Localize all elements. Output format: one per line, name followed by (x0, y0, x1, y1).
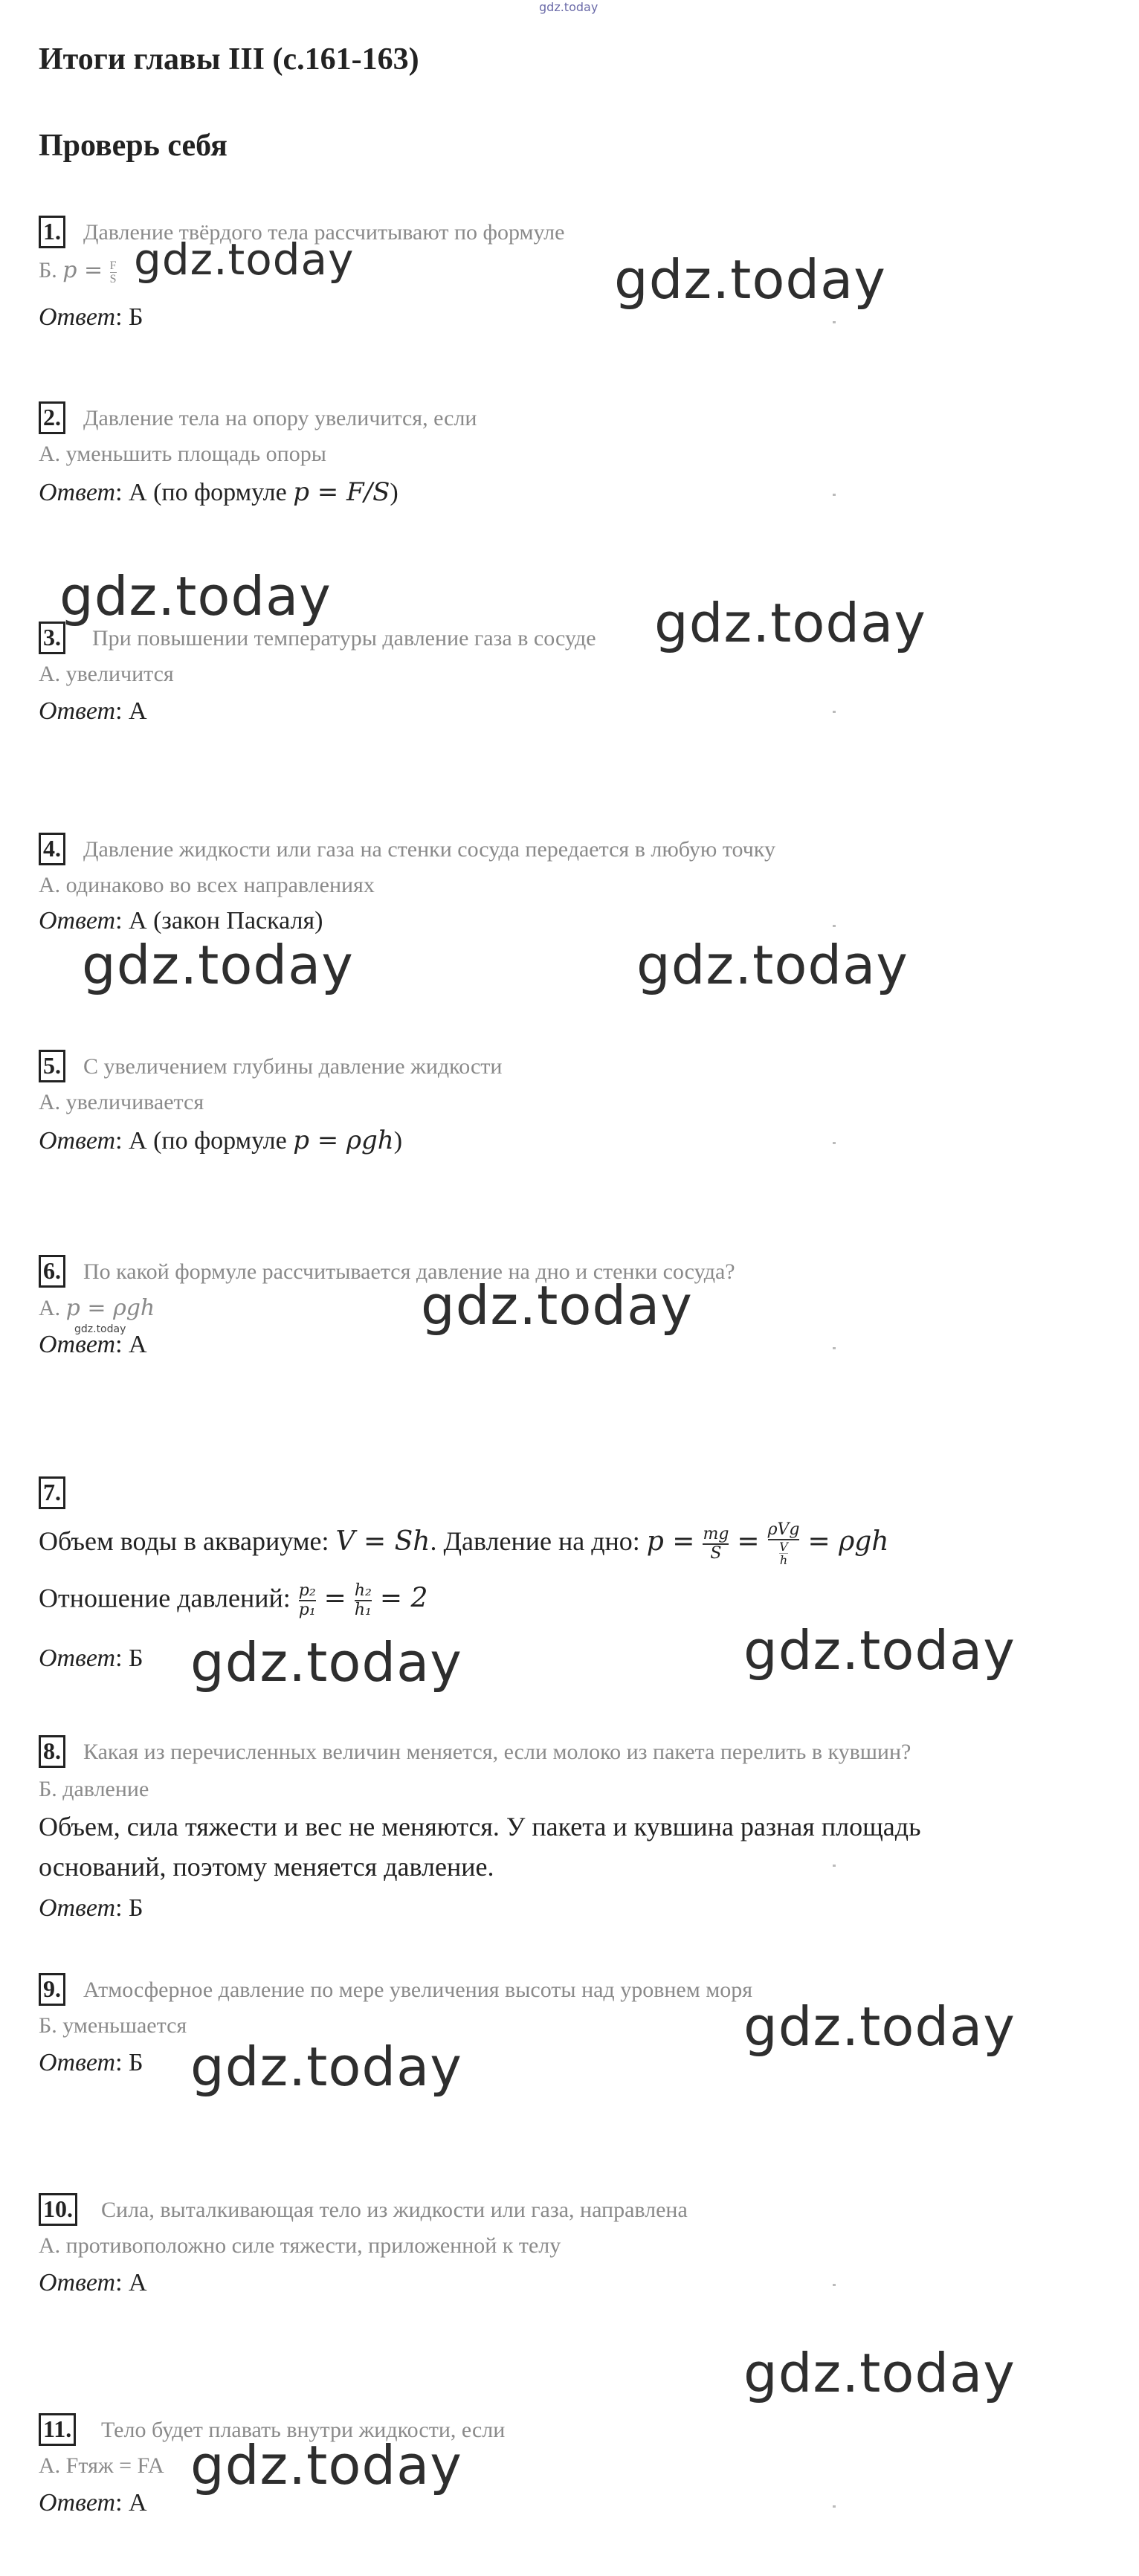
page-title: Итоги главы III (с.161-163) (39, 42, 419, 77)
answer-3: Ответ: А (39, 697, 147, 725)
question-6: По какой формуле рассчитывается давление на дно и стенки сосуда? (83, 1259, 735, 1284)
answer-6: Ответ: А (39, 1331, 147, 1358)
watermark: gdz.today (134, 234, 355, 285)
item-number-9: 9. (39, 1973, 65, 2006)
stray-dot (833, 321, 836, 323)
answer-10: Ответ: А (39, 2269, 147, 2296)
question-3: При повышении температуры давление газа в сосуде (92, 626, 596, 651)
question-4: Давление жидкости или газа на стенки сосуда передается в любую точку (83, 837, 775, 862)
item-number-1: 1. (39, 216, 65, 248)
answer-11: Ответ: А (39, 2489, 147, 2517)
stray-dot (833, 1347, 836, 1349)
watermark: gdz.today (190, 2036, 462, 2098)
option-3: А. увеличится (39, 662, 174, 686)
answer-8: Ответ: Б (39, 1894, 143, 1922)
option-6: А. p = ρgh (39, 1295, 155, 1321)
answer-5: Ответ: А (по формуле p = ρgh) (39, 1126, 403, 1155)
option-1: Б. p = $\frac{F}{S}$ (39, 257, 117, 285)
stray-dot (833, 2284, 836, 2286)
question-1: Давление твёрдого тела рассчитывают по формуле (83, 220, 565, 245)
question-2: Давление тела на опору увеличится, если (83, 406, 477, 430)
watermark: gdz.today (636, 934, 909, 996)
stray-dot (833, 2505, 836, 2508)
question-8: Какая из перечисленных величин меняется, если молоко из пакета перелить в кувшин? (83, 1740, 911, 1764)
item-number-5: 5. (39, 1050, 65, 1082)
watermark: gdz.today (59, 565, 332, 627)
watermark: gdz.today (743, 1995, 1016, 2058)
tiny-watermark: gdz.today (74, 1323, 126, 1335)
item-number-3: 3. (39, 622, 65, 654)
answer-1: Ответ: Б (39, 303, 143, 331)
question-9: Атмосферное давление по мере увеличения высоты над уровнем моря (83, 1978, 752, 2002)
explanation-8-line1: Объем, сила тяжести и вес не меняются. У пакета и кувшина разная площадь (39, 1812, 921, 1841)
stray-dot (833, 1865, 836, 1867)
watermark: gdz.today (743, 1619, 1016, 1682)
item7-line1: Объем воды в аквариуме: V = Sh. Давление на дно: p = $\frac{mg}{S}$ = $\frac{\text{ρVg}}{\frac{V}{h}}$ = ρgh (39, 1520, 889, 1567)
option-10: А. противоположно силе тяжести, приложенной к телу (39, 2233, 561, 2258)
item-number-7: 7. (39, 1476, 65, 1509)
item-number-6: 6. (39, 1255, 65, 1288)
watermark: gdz.today (190, 2434, 462, 2496)
watermark: gdz.today (421, 1274, 693, 1337)
option-4: А. одинаково во всех направлениях (39, 873, 375, 897)
answer-7: Ответ: Б (39, 1644, 143, 1672)
option-2: А. уменьшить площадь опоры (39, 442, 326, 466)
item-number-4: 4. (39, 833, 65, 865)
section-subtitle: Проверь себя (39, 129, 228, 163)
stray-dot (833, 711, 836, 713)
option-5: А. увеличивается (39, 1090, 204, 1114)
option-9: Б. уменьшается (39, 2013, 187, 2038)
stray-dot (833, 925, 836, 927)
stray-dot (833, 1142, 836, 1144)
watermark: gdz.today (743, 2342, 1016, 2404)
watermark: gdz.today (654, 592, 926, 654)
item-number-10: 10. (39, 2193, 77, 2226)
watermark: gdz.today (614, 248, 886, 311)
question-5: С увеличением глубины давление жидкости (83, 1054, 503, 1079)
option-8: Б. давление (39, 1777, 149, 1801)
question-11: Тело будет плавать внутри жидкости, если (101, 2418, 506, 2442)
option-11: А. Fтяж = FA (39, 2453, 164, 2478)
question-10: Сила, выталкивающая тело из жидкости или газа, направлена (101, 2198, 688, 2222)
item7-line2: Отношение давлений: $\frac{\text{p₂}}{\text{p₁}}$ = $\frac{\text{h₂}}{\text{h₁}}$ = 2 (39, 1581, 428, 1619)
top-watermark: gdz.today (539, 0, 598, 14)
answer-2: Ответ: А (по формуле p = F/S) (39, 477, 399, 507)
watermark: gdz.today (82, 934, 354, 996)
answer-4: Ответ: А (закон Паскаля) (39, 907, 323, 934)
item-number-2: 2. (39, 401, 65, 434)
watermark: gdz.today (190, 1631, 462, 1694)
explanation-8-line2: оснований, поэтому меняется давление. (39, 1852, 494, 1882)
stray-dot (833, 494, 836, 496)
answer-9: Ответ: Б (39, 2049, 143, 2076)
item-number-11: 11. (39, 2413, 76, 2446)
item-number-8: 8. (39, 1735, 65, 1768)
